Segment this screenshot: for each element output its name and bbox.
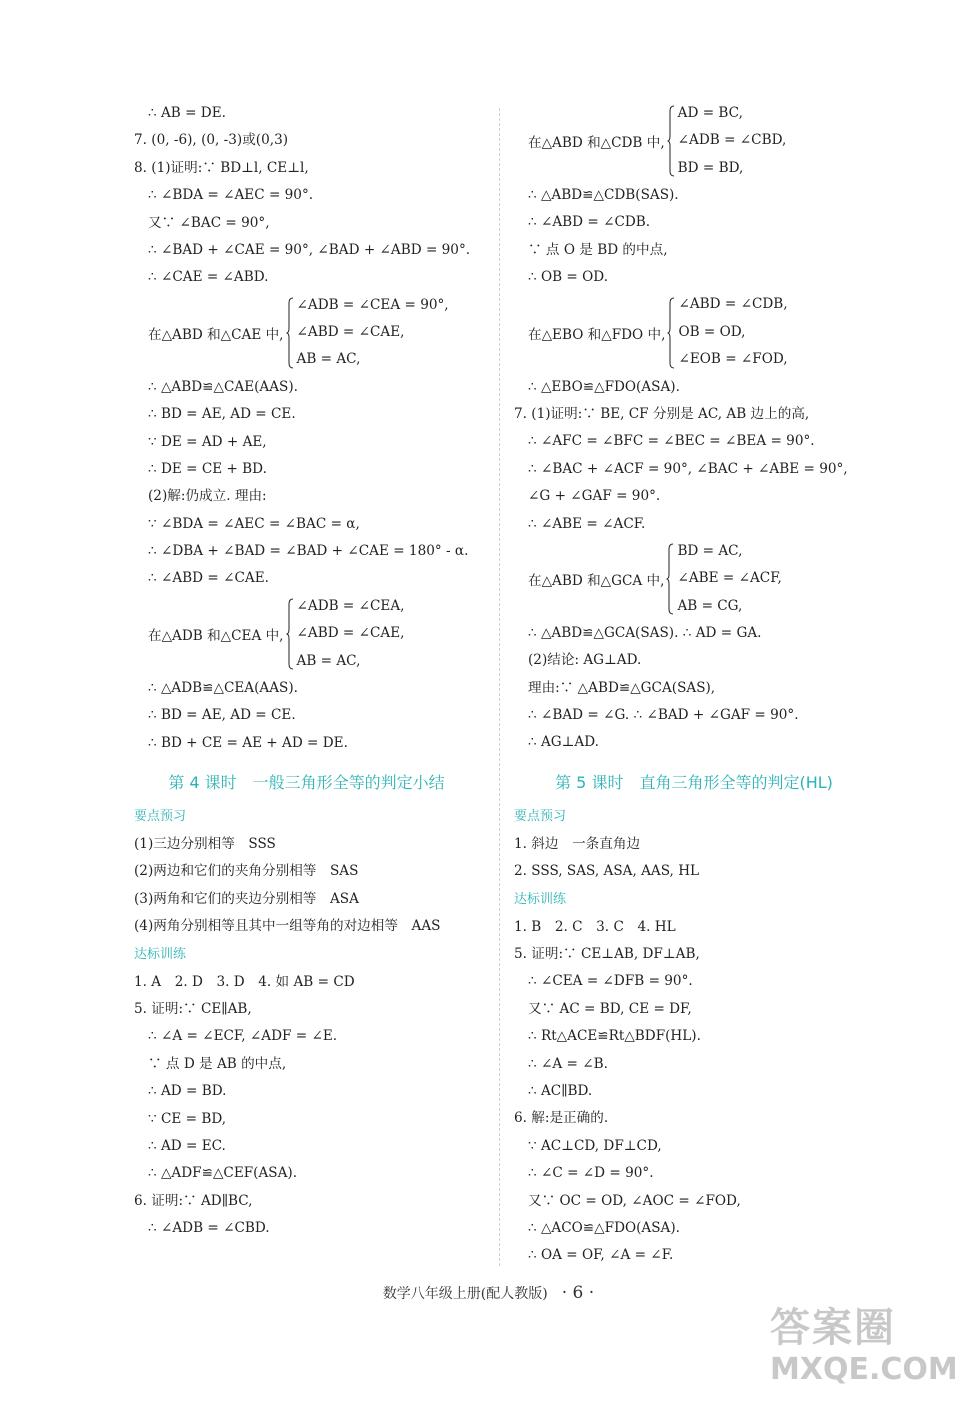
watermark-logo [770, 1304, 970, 1396]
text-line: ∴ ∠ABD = ∠CAE. [148, 570, 269, 587]
text-line: 5. 证明:∵ CE∥AB, [134, 1000, 252, 1017]
system-line: AD = BC, [677, 104, 743, 121]
system-line: AB = AC, [296, 351, 361, 368]
text-line: ∴ BD = AE, AD = CE. [148, 406, 296, 423]
text-line: (3)两角和它们的夹边分别相等 ASA [134, 890, 359, 907]
text-line: ∴ △ABD≌△CAE(AAS). [148, 378, 298, 395]
training-heading: 达标训练 [134, 946, 187, 962]
text-line: 理由:∵ △ABD≌△GCA(SAS), [528, 679, 716, 696]
text-line: ∴ ∠ABD = ∠CDB. [528, 214, 651, 231]
training-list [514, 914, 874, 1270]
system-line: AB = CG, [677, 597, 743, 614]
text-line: ∴ ∠C = ∠D = 90°. [528, 1165, 654, 1182]
left-equation-system-1 [134, 292, 479, 374]
text-line: ∴ DE = CE + BD. [148, 460, 267, 477]
text-line: ∴ ∠BAC + ∠ACF = 90°, ∠BAC + ∠ABE = 90°, [528, 460, 848, 477]
system-label: 在△ABD 和△CAE 中, [148, 326, 284, 343]
left-solution-block-b [134, 374, 479, 593]
text-line: ∴ BD + CE = AE + AD = DE. [148, 734, 348, 751]
system-line: ∠ABE = ∠ACF, [677, 570, 782, 587]
preview-list [514, 831, 874, 886]
text-line: ∠G + ∠GAF = 90°. [528, 488, 661, 505]
text-line: ∵ AC⊥CD, DF⊥CD, [528, 1137, 662, 1154]
system-line: OB = OD, [678, 323, 746, 340]
text-line: ∴ AD = EC. [148, 1137, 226, 1154]
preview-heading: 要点预习 [134, 809, 187, 825]
system-line: BD = BD, [677, 159, 744, 176]
column-divider [499, 108, 500, 1266]
system-label: 在△ADB 和△CEA 中, [148, 627, 284, 644]
text-line: ∵ ∠BDA = ∠AEC = ∠BAC = α, [148, 515, 360, 532]
system-line: ∠ADB = ∠CEA = 90°, [296, 296, 449, 313]
left-solution-block-c [134, 675, 479, 757]
text-line: 又∵ ∠BAC = 90°, [148, 214, 270, 231]
text-line: ∴ Rt△ACE≌Rt△BDF(HL). [528, 1028, 701, 1045]
text-line: ∴ AB = DE. [148, 105, 226, 121]
text-line: ∴ ∠BAD = ∠G. ∴ ∠BAD + ∠GAF = 90°. [528, 707, 799, 724]
text-line: (2)两边和它们的夹角分别相等 SAS [134, 863, 359, 880]
section-title-lesson-4: 第 4 课时 一般三角形全等的判定小结 [168, 773, 445, 793]
right-solution-block-a [514, 182, 874, 292]
right-equation-system-1 [514, 100, 874, 182]
text-line: ∵ 点 O 是 BD 的中点, [528, 241, 668, 258]
system-line: ∠ABD = ∠CAE, [296, 324, 405, 341]
text-line: ∴ △ADF≌△CEF(ASA). [148, 1165, 298, 1182]
text-line: ∴ ∠A = ∠B. [528, 1055, 608, 1072]
left-solution-block-a [134, 100, 479, 292]
preview-list [134, 831, 479, 941]
text-line: (2)解:仍成立. 理由: [148, 488, 267, 505]
text-line: 6. 证明:∵ AD∥BC, [134, 1192, 253, 1209]
system-line: ∠ADB = ∠CBD, [677, 132, 787, 149]
text-line: (1)三边分别相等 SSS [134, 836, 276, 853]
text-line: ∴ ∠DBA + ∠BAD = ∠BAD + ∠CAE = 180° - α. [148, 543, 469, 560]
text-line: ∴ OA = OF, ∠A = ∠F. [528, 1247, 674, 1264]
text-line: 7. (1)证明:∵ BE, CF 分别是 AC, AB 边上的高, [514, 405, 810, 422]
text-line: 8. (1)证明:∵ BD⊥l, CE⊥l, [134, 159, 309, 176]
text-line: 2. SSS, SAS, ASA, AAS, HL [514, 863, 700, 880]
text-line: 7. (0, -6), (0, -3)或(0,3) [134, 132, 289, 149]
right-column [514, 100, 874, 1270]
right-solution-block-c [514, 620, 874, 757]
left-brace-icon [667, 297, 675, 369]
text-line: ∴ △ADB≌△CEA(AAS). [148, 679, 298, 696]
training-list [134, 969, 479, 1243]
watermark-text: 答案圈 [770, 1305, 896, 1351]
system-line: ∠EOB = ∠FOD, [678, 351, 788, 368]
text-line: ∴ AG⊥AD. [528, 734, 599, 751]
text-line: 又∵ OC = OD, ∠AOC = ∠FOD, [528, 1192, 741, 1209]
text-line: ∵ 点 D 是 AB 的中点, [148, 1055, 287, 1072]
page-footer [0, 1283, 977, 1303]
system-line: ∠ABD = ∠CDB, [678, 296, 788, 313]
right-equation-system-2 [514, 292, 874, 374]
text-line: 6. 解:是正确的. [514, 1110, 609, 1127]
text-line: ∴ ∠BAD + ∠CAE = 90°, ∠BAD + ∠ABD = 90°. [148, 241, 471, 258]
text-line: ∴ OB = OD. [528, 269, 609, 286]
left-column [134, 100, 479, 1243]
text-line: 1. B 2. C 3. C 4. HL [514, 918, 676, 935]
text-line: ∴ ∠ADB = ∠CBD. [148, 1220, 270, 1237]
text-line: ∴ AC∥BD. [528, 1082, 593, 1099]
book-title: 数学八年级上册(配人教版) [382, 1286, 548, 1302]
left-brace-icon [286, 598, 294, 670]
text-line: ∴ ∠CEA = ∠DFB = 90°. [528, 973, 693, 990]
right-solution-block-b [514, 374, 874, 538]
left-brace-icon [666, 543, 674, 615]
system-label: 在△EBO 和△FDO 中, [528, 326, 666, 343]
text-line: ∵ DE = AD + AE, [148, 433, 267, 450]
left-equation-system-2 [134, 593, 479, 675]
text-line: (4)两角分别相等且其中一组等角的对边相等 AAS [134, 918, 441, 935]
text-line: ∴ ∠BDA = ∠AEC = 90°. [148, 187, 314, 204]
text-line: ∴ △EBO≌△FDO(ASA). [528, 378, 680, 395]
text-line: ∴ BD = AE, AD = CE. [148, 707, 296, 724]
system-line: AB = AC, [296, 652, 361, 669]
preview-heading: 要点预习 [514, 808, 567, 824]
text-line: 5. 证明:∵ CE⊥AB, DF⊥AB, [514, 946, 700, 963]
text-line: ∴ △ACO≌△FDO(ASA). [528, 1219, 680, 1236]
watermark-url: MXQE.COM [770, 1352, 958, 1387]
text-line: ∴ ∠A = ∠ECF, ∠ADF = ∠E. [148, 1028, 338, 1045]
text-line: ∴ △ABD≌△CDB(SAS). [528, 187, 679, 203]
system-line: ∠ADB = ∠CEA, [296, 597, 405, 614]
system-label: 在△ABD 和△GCA 中, [528, 572, 665, 589]
section-title-lesson-5: 第 5 课时 直角三角形全等的判定(HL) [555, 772, 833, 792]
left-brace-icon [667, 105, 675, 177]
text-line: ∴ AD = BD. [148, 1083, 227, 1100]
right-equation-system-3 [514, 538, 874, 620]
text-line: ∴ △ABD≌△GCA(SAS). ∴ AD = GA. [528, 624, 762, 641]
training-heading: 达标训练 [514, 891, 567, 907]
left-brace-icon [286, 297, 294, 369]
text-line: 又∵ AC = BD, CE = DF, [528, 1000, 692, 1017]
text-line: 1. A 2. D 3. D 4. 如 AB = CD [134, 973, 355, 990]
page-number: · 6 · [561, 1283, 595, 1303]
system-line: ∠ABD = ∠CAE, [296, 625, 405, 642]
text-line: ∴ ∠CAE = ∠ABD. [148, 269, 269, 286]
text-line: 1. 斜边 一条直角边 [514, 835, 641, 852]
text-line: ∴ ∠AFC = ∠BFC = ∠BEC = ∠BEA = 90°. [528, 433, 815, 450]
system-label: 在△ABD 和△CDB 中, [528, 135, 665, 151]
text-line: (2)结论: AG⊥AD. [528, 652, 642, 669]
text-line: ∵ CE = BD, [148, 1110, 227, 1127]
system-line: BD = AC, [677, 542, 743, 559]
text-line: ∴ ∠ABE = ∠ACF. [528, 515, 646, 532]
